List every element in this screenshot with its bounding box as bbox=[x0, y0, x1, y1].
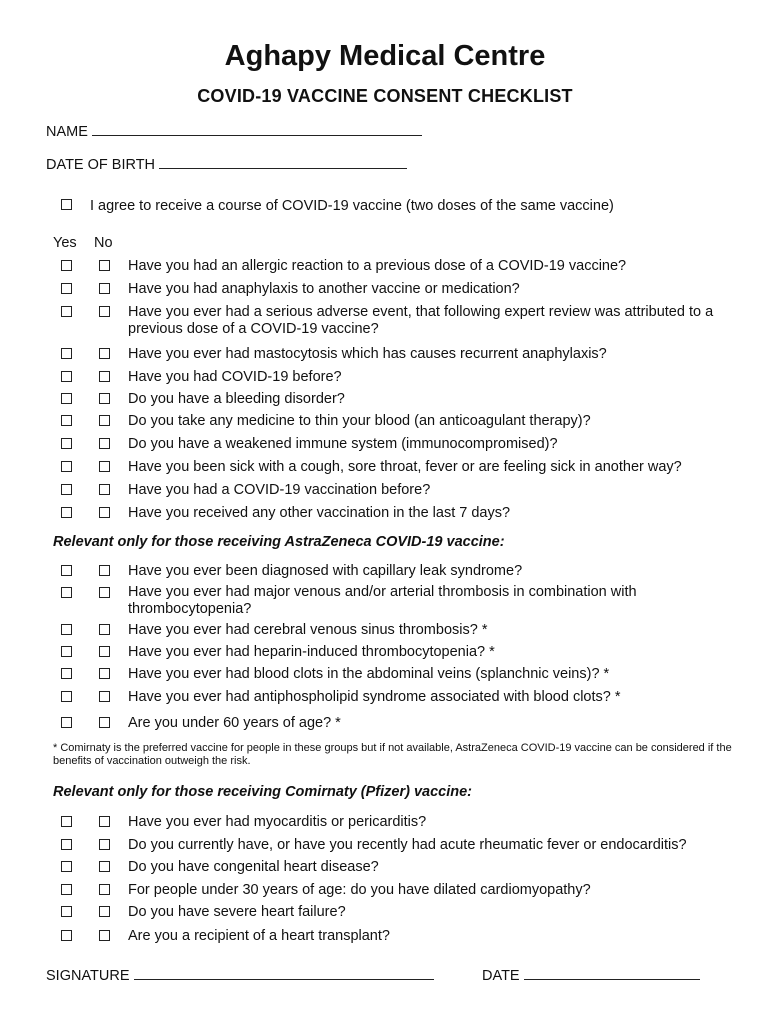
no-checkbox[interactable] bbox=[99, 260, 110, 271]
question-text: Have you ever had major venous and/or arterial thrombosis in combination with thrombocytopenia? bbox=[128, 584, 637, 617]
no-checkbox[interactable] bbox=[99, 484, 110, 495]
no-checkbox[interactable] bbox=[99, 646, 110, 657]
dob-label: DATE OF BIRTH bbox=[46, 157, 156, 173]
question-text: Have you ever had blood clots in the abdominal veins (splanchnic veins)? * bbox=[128, 666, 610, 682]
question-text: Do you have congenital heart disease? bbox=[128, 859, 379, 875]
no-checkbox[interactable] bbox=[99, 306, 110, 317]
question-text: Have you ever had a serious adverse event, that following expert review was attributed to a previous dose of a COVID-19 vaccine? bbox=[128, 304, 714, 337]
no-checkbox[interactable] bbox=[99, 283, 110, 294]
no-checkbox[interactable] bbox=[99, 906, 110, 917]
no-column-header: No bbox=[94, 235, 113, 251]
yes-checkbox[interactable] bbox=[61, 646, 72, 657]
name-label: NAME bbox=[46, 124, 88, 140]
yes-checkbox[interactable] bbox=[61, 283, 72, 294]
no-checkbox[interactable] bbox=[99, 624, 110, 635]
no-checkbox[interactable] bbox=[99, 587, 110, 598]
no-checkbox[interactable] bbox=[99, 438, 110, 449]
yes-checkbox[interactable] bbox=[61, 371, 72, 382]
no-checkbox[interactable] bbox=[99, 461, 110, 472]
no-checkbox[interactable] bbox=[99, 930, 110, 941]
question-text: Do you have a weakened immune system (immunocompromised)? bbox=[128, 436, 558, 452]
signature-label: SIGNATURE bbox=[46, 968, 130, 984]
question-text: Are you under 60 years of age? * bbox=[128, 715, 341, 731]
no-checkbox[interactable] bbox=[99, 393, 110, 404]
no-checkbox[interactable] bbox=[99, 348, 110, 359]
question-text: Do you take any medicine to thin your blood (an anticoagulant therapy)? bbox=[128, 413, 591, 429]
yes-checkbox[interactable] bbox=[61, 839, 72, 850]
yes-checkbox[interactable] bbox=[61, 565, 72, 576]
name-input-line[interactable] bbox=[92, 123, 422, 136]
yes-checkbox[interactable] bbox=[61, 306, 72, 317]
astrazeneca-footnote: * Comirnaty is the preferred vaccine for people in these groups but if not available, AstraZeneca COVID-19 vaccine can be considered if the benefits of vaccination outweigh the risk. bbox=[53, 742, 732, 767]
agree-text: I agree to receive a course of COVID-19 vaccine (two doses of the same vaccine) bbox=[90, 198, 614, 214]
yes-column-header: Yes bbox=[53, 235, 77, 251]
no-checkbox[interactable] bbox=[99, 717, 110, 728]
astrazeneca-section-heading: Relevant only for those receiving AstraZeneca COVID-19 vaccine: bbox=[53, 534, 505, 550]
no-checkbox[interactable] bbox=[99, 861, 110, 872]
question-text: Have you received any other vaccination in the last 7 days? bbox=[128, 505, 511, 521]
question-text: Have you ever had myocarditis or pericarditis? bbox=[128, 814, 427, 830]
signature-field[interactable] bbox=[46, 967, 434, 984]
yes-checkbox[interactable] bbox=[61, 507, 72, 518]
form-subtitle: COVID-19 VACCINE CONSENT CHECKLIST bbox=[197, 86, 573, 106]
no-checkbox[interactable] bbox=[99, 507, 110, 518]
pfizer-section-heading: Relevant only for those receiving Comirnaty (Pfizer) vaccine: bbox=[53, 784, 473, 800]
question-text: Have you ever been diagnosed with capillary leak syndrome? bbox=[128, 563, 523, 579]
yes-checkbox[interactable] bbox=[61, 717, 72, 728]
no-checkbox[interactable] bbox=[99, 565, 110, 576]
question-text: Have you ever had antiphospholipid syndrome associated with blood clots? * bbox=[128, 689, 621, 705]
agree-checkbox[interactable] bbox=[61, 199, 72, 210]
signature-input-line[interactable] bbox=[134, 967, 434, 980]
question-text: Have you had COVID-19 before? bbox=[128, 369, 342, 385]
question-text: Have you ever had heparin-induced thrombocytopenia? * bbox=[128, 644, 495, 660]
yes-checkbox[interactable] bbox=[61, 393, 72, 404]
yes-checkbox[interactable] bbox=[61, 816, 72, 827]
question-text: Have you ever had cerebral venous sinus thrombosis? * bbox=[128, 622, 488, 638]
question-text: Do you currently have, or have you recently had acute rheumatic fever or endocarditis? bbox=[128, 837, 687, 853]
page-title: Aghapy Medical Centre bbox=[224, 40, 546, 72]
no-checkbox[interactable] bbox=[99, 415, 110, 426]
yes-checkbox[interactable] bbox=[61, 861, 72, 872]
question-text: For people under 30 years of age: do you have dilated cardiomyopathy? bbox=[128, 882, 591, 898]
no-checkbox[interactable] bbox=[99, 884, 110, 895]
no-checkbox[interactable] bbox=[99, 816, 110, 827]
no-checkbox[interactable] bbox=[99, 668, 110, 679]
no-checkbox[interactable] bbox=[99, 691, 110, 702]
name-field[interactable] bbox=[46, 123, 422, 140]
yes-checkbox[interactable] bbox=[61, 691, 72, 702]
yes-checkbox[interactable] bbox=[61, 461, 72, 472]
yes-checkbox[interactable] bbox=[61, 348, 72, 359]
question-text: Have you been sick with a cough, sore throat, fever or are feeling sick in another way? bbox=[128, 459, 682, 475]
question-text: Have you had anaphylaxis to another vaccine or medication? bbox=[128, 281, 520, 297]
dob-field[interactable] bbox=[46, 156, 407, 173]
yes-checkbox[interactable] bbox=[61, 260, 72, 271]
yes-checkbox[interactable] bbox=[61, 587, 72, 598]
no-checkbox[interactable] bbox=[99, 371, 110, 382]
date-input-line[interactable] bbox=[524, 967, 700, 980]
question-text: Do you have severe heart failure? bbox=[128, 904, 346, 920]
yes-checkbox[interactable] bbox=[61, 415, 72, 426]
question-text: Do you have a bleeding disorder? bbox=[128, 391, 345, 407]
yes-checkbox[interactable] bbox=[61, 484, 72, 495]
question-text: Have you ever had mastocytosis which has causes recurrent anaphylaxis? bbox=[128, 346, 607, 362]
question-text: Have you had an allergic reaction to a previous dose of a COVID-19 vaccine? bbox=[128, 258, 627, 274]
date-label: DATE bbox=[482, 968, 520, 984]
yes-checkbox[interactable] bbox=[61, 930, 72, 941]
yes-checkbox[interactable] bbox=[61, 624, 72, 635]
dob-input-line[interactable] bbox=[159, 156, 407, 169]
no-checkbox[interactable] bbox=[99, 839, 110, 850]
yes-checkbox[interactable] bbox=[61, 668, 72, 679]
date-field[interactable] bbox=[482, 967, 700, 984]
yes-checkbox[interactable] bbox=[61, 438, 72, 449]
question-text: Are you a recipient of a heart transplant? bbox=[128, 928, 390, 944]
yes-checkbox[interactable] bbox=[61, 884, 72, 895]
yes-checkbox[interactable] bbox=[61, 906, 72, 917]
question-text: Have you had a COVID-19 vaccination before? bbox=[128, 482, 431, 498]
